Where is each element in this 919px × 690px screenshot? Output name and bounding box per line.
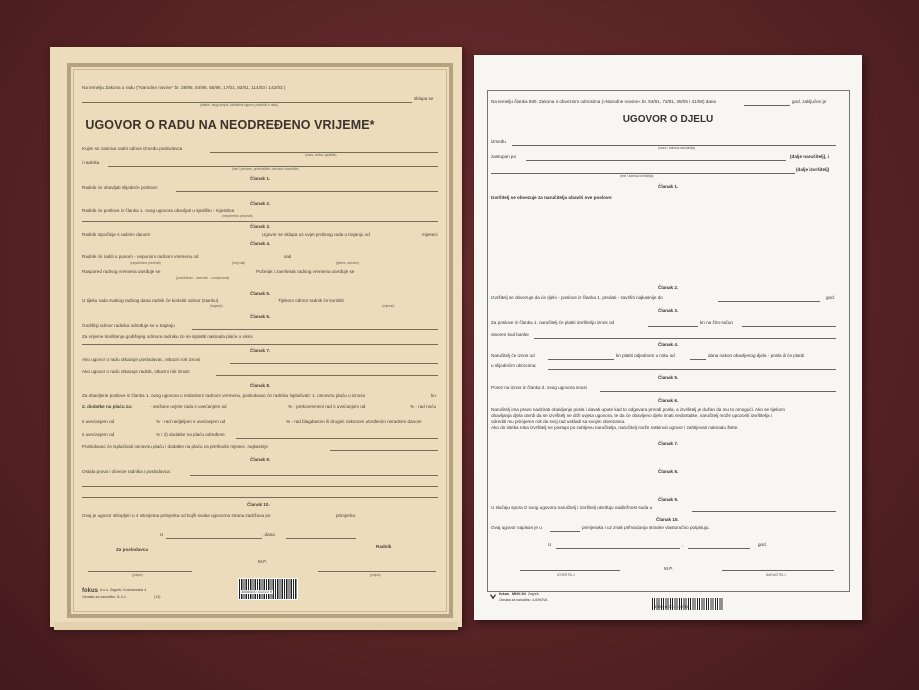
left-c7: Članak 7. — [250, 348, 271, 353]
right-zastupan: zastupan po — [491, 154, 517, 159]
left-worker-sign: Radnik — [376, 544, 392, 549]
left-c5-hint2: (vrijeme) — [382, 304, 395, 308]
photo-scene: Na temelju Zakona o radu ("Narodne novine" br. 38/95, 54/95, 65/95, 17/01, 82/01, 114/03 i 142/03 ) sklapa se (datum, drugi propis, kolektivni ugovor, pravilnik o radu) UGOVOR O RADU NA NEODREĐENO VRIJEME* Kojim se zasniva radni odnos između poslodavca (naziv, tvrtka, sjedište) i radnika (ime i prezime, prebivalište, odnosno boravište) Članak 1. Radnik će obavljati slijedeće poslove: Članak 2. Radnik će poslove iz članka 1. ovog ugovora obavljati u sjedištu - mjestima (nepotrebno precrtati) Članak 3. Radnik otpočinje s radnim danom Ugovor se sklapa uz uvjet probnog rada u trajanju od mjeseci Članak 4. Radnik će raditi u punom - nepunom radnom vremenu od sati (nepotrebno precrtati) (broj sati) (tjedno, dnevno) Raspored radnog vremena utvrđuje se Početak i završetak radnog vremena utvrđuje se (pravilnikom - dnevnim - u smjenama) Članak 5. U tijeku rada svakog radnog dana radnik će koristiti odmor (stanku) Tijekom odmor radnik će koristiti (trajanje) (vrijeme) Članak 6. Godišnji odmor radnika određuje se u trajanju Za vrijeme korištenja godišnjeg odmora radniku će se isplatiti naknada plaće u visini Članak 7. Ako ugovor o radu otkazuje poslodavac, otkazni rok iznosi Ako ugovor o radu otkazuje radnik, otkazni rok iznosi Članak 8. Za obavljene poslove iz članka 1. ovog ugovora u redovitom radnom vremenu, poslodavac će radniku isplaćivati: 1. osnovnu plaću u iznosu kn. 2. dodatke na plaću za: - otežane uvjete rada s uvećanjem od % - prekovremeni rad s uvećanjem od % - rad noću s uvećanjem od % - rad nedjeljom s uvećanjem od % - rad blagdanom ili drugim zakonom utvrđenim neradnim danom s uvećanjem od % i 3) dodatke na plaću određene Poslodavac će isplaćivati osnovnu plaću i dodatke na plaću za prethodni mjesec, najkasnije Članak 9. Ostala prava i obveze radnika i poslodavca: Članak 10. Ovaj je ugovor sklopljen u 4 istovjetna primjerka od kojih svaka ugovorna strana zadržava po primjerka. U , dana Za poslodavca Radnik M.P. (potpis) (potpis) fokus d.o.o. Zagreb, Kolodvorska 4 Oznaka za narudžbu: B-4-1 (13) 3856000 41022 9 Na temelju članka 590. Zakona o obveznim odnosima (»Narodne novine« br. 53/91, 73/91, 35/05 i 41/08) dana god. zaključen je UGOVOR O DJELU između (naziv i adresa naručitelja) zastupan po (dalje naručitelj), i (dalje izvršitelj) (ime i adresa izvršitelja) Članak 1. Izvršitelj se obvezuje za naručitelja obaviti ove poslove: Članak 2. Izvršitelj se obvezuje da će djelo - poslove iz članka 1. predati - završiti najkasnije do god. Članak 3. Za poslove iz članka 1. naručitelj će platiti izvršitelju iznos od kn na žiro-račun otvoren kod banke Članak 4. Naručitelj će iznos od kn platiti odjednom u roku od dana nakon obavljenog djela - posla ili će platiti u slijedećim obrocima: Članak 5. Porez na iznos iz članka 3. ovog ugovora snosi Članak 6. Naručitelj ima pravo nadzirati obavljanje posla i davati upute kad to odgovara prirodi posla, a izvršitelj je dužan da mu to omogući. Ako se tijekom obavljanja djela utvrdi da se izvršitelj ne drži uvjeta ugovora, te da će obavljeno djelo imati nedostatke, naručitelj može upozoriti izvršitelja i odrediti mu primjeren rok da svoj rad uskladi sa svojim obvezama. Ako do isteka roka izvršitelj ne postupi po zahtjevu naručitelja, naručitelj može raskinuti ugovor i zahtijevati naknadu štete. Članak 7. Članak 8. Članak 9. U slučaju spora iz ovog ugovora naručitelj i izvršitelj utvrđuju nadležnost suda u Članak 10. Ovaj ugovor napisan je u primjeraka i uz znak prihvaćanja stranke vlastoručno potpisuju. U , god. M.P. IZVRŠITELJ NARUČITELJ fokus MNV-94 Zagreb Oznaka za narudžbu: 4-6/NOVA 3856000410716 — [0, 0, 919, 690]
left-c8-text-b: 2. dodatke na plaću za: — [82, 404, 133, 409]
left-c3: Članak 3. — [250, 224, 271, 229]
right-c1-text: Izvršitelj se obvezuje za naručitelja obaviti ove poslove: — [491, 195, 613, 200]
left-c6-text-b: Za vrijeme korištenja godišnjeg odmora radniku će se isplatiti naknada plaće u visini — [82, 334, 253, 339]
left-c1: Članak 1. — [250, 176, 271, 181]
left-intro-hint: (datum, drugi propis, kolektivni ugovor, pravilnik o radu) — [200, 103, 279, 107]
right-izmedu-hint: (naziv i adresa naručitelja) — [658, 146, 696, 150]
left-and-worker: i radnika — [82, 160, 100, 165]
left-publisher-line2: Oznaka za narudžbu: B-4-1 — [82, 595, 126, 599]
left-c4-text-a: Radnik će raditi u punom - nepunom radnom vremenu od — [82, 254, 199, 259]
left-c10-text2: primjerka. — [336, 513, 357, 518]
left-worker-hint: (ime i prezime, prebivalište, odnosno boravište) — [232, 167, 299, 171]
left-place-u: U — [160, 532, 164, 537]
left-c8-text-c3: % - rad blagdanom ili drugim zakonom utvrđenim neradnim danom — [286, 419, 422, 424]
right-c6-text-c: odrediti mu primjeren rok da svoj rad uskladi sa svojim obvezama. — [491, 419, 626, 424]
right-c6-text-d: Ako do isteka roka izvršitelj ne postupi po zahtjevu naručitelja, naručitelj može raskinuti ugovor i zahtijevati naknadu štete. — [491, 425, 739, 430]
right-title: UGOVOR O DJELU — [622, 114, 714, 125]
left-c8-text-c: s uvećanjem od — [82, 419, 115, 424]
left-c10-text: Ovaj je ugovor sklopljen u 4 istovjetna primjerka od kojih svaka ugovorna strana zadržava po — [82, 513, 271, 518]
left-c4-hint2: (broj sati) — [232, 261, 246, 265]
left-c4-hint3: (tjedno, dnevno) — [336, 261, 360, 265]
right-sig-izvrsitelj: IZVRŠITELJ — [557, 573, 575, 577]
left-c2: Članak 2. — [250, 201, 271, 206]
right-barcode-number: 3856000410716 — [654, 604, 690, 609]
left-c7-text-b: Ako ugovor o radu otkazuje radnik, otkazni rok iznosi — [82, 369, 190, 374]
left-c4-text-b: Raspored radnog vremena utvrđuje se — [82, 269, 161, 274]
left-c6-text-a: Godišnji odmor radnika određuje se u trajanju — [82, 323, 175, 328]
right-c5-text: Porez na iznos iz članka 3. ovog ugovora snosi — [491, 385, 587, 390]
right-c2-end: god. — [826, 295, 835, 300]
left-c8-text-e: Poslodavac će isplaćivati osnovnu plaću i dodatke na plaću za prethodni mjesec, najkasnije — [82, 444, 268, 449]
left-c9-text: Ostala prava i obveze radnika i poslodavca: — [82, 469, 171, 474]
right-publisher-code: MNV-94 — [512, 592, 526, 596]
left-publisher-code: (13) — [154, 595, 161, 599]
right-c2: Članak 2. — [658, 285, 679, 290]
right-c10: Članak 10. — [656, 517, 679, 522]
left-barcode-number: 3856000 41022 9 — [241, 589, 273, 594]
right-c4-text: Naručitelj će iznos od — [491, 353, 535, 358]
left-c8-text-b3: % - prekovremeni rad s uvećanjem od — [288, 404, 366, 409]
right-place-god: god. — [758, 542, 767, 547]
left-sig-hint-1: (potpis) — [132, 573, 143, 577]
left-c7-text-a: Ako ugovor o radu otkazuje poslodavac, otkazni rok iznosi — [82, 357, 201, 362]
right-publisher: fokus — [499, 592, 510, 596]
left-publisher: fokus — [82, 588, 99, 594]
left-place-dana: , dana — [262, 532, 275, 537]
left-c3-text-a: Radnik otpočinje s radnim danom — [82, 232, 151, 237]
left-c4: Članak 4. — [250, 241, 271, 246]
left-c8-text-c2: % - rad nedjeljom s uvećanjem od — [156, 419, 226, 424]
right-c4: Članak 4. — [658, 342, 679, 347]
left-c9: Članak 9. — [250, 457, 271, 462]
right-c6-text-a: Naručitelj ima pravo nadzirati obavljanje posla i davati upute kad to odgovara prirodi posla, a izvršitelj je dužan da mu to omogući. Ako se tijekom — [491, 407, 785, 412]
right-c4-text4: u slijedećim obrocima: — [491, 363, 537, 368]
left-c4-hint: (nepotrebno precrtati) — [130, 261, 161, 265]
right-c4-text3: dana nakon obavljenog djela - posla ili će platiti — [708, 353, 805, 358]
right-intro-end: god. zaključen je — [792, 99, 827, 104]
left-intro: Na temelju Zakona o radu ("Narodne novine" br. 38/95, 54/95, 65/95, 17/01, 82/01, 114/03 i 142/03 ) — [82, 85, 286, 90]
left-c8: Članak 8. — [250, 383, 271, 388]
left-intro-end: sklapa se — [414, 96, 434, 101]
right-izvrsitelj: (dalje izvršitelj) — [796, 167, 830, 172]
left-c3-text-c: mjeseci — [422, 232, 438, 237]
right-c3: Članak 3. — [658, 308, 679, 313]
left-between: Kojim se zasniva radni odnos između poslodavca — [82, 146, 183, 151]
left-between-hint: (naziv, tvrtka, sjedište) — [305, 153, 337, 157]
right-c10-text2: primjeraka i uz znak prihvaćanja stranke vlastoručno potpisuju. — [582, 525, 710, 530]
left-c8-text-a: Za obavljene poslove iz članka 1. ovog ugovora u redovitom radnom vremenu, poslodavac će radniku isplaćivati: 1. osnovnu plaću u iznosu — [82, 393, 366, 398]
left-c8-text-d2: % i 3) dodatke na plaću određene — [156, 432, 225, 437]
right-c8: Članak 8. — [658, 469, 679, 474]
left-c6: Članak 6. — [250, 314, 271, 319]
right-c3-text3: otvoren kod banke — [491, 332, 529, 337]
right-c7: Članak 7. — [658, 441, 679, 446]
right-c10-text: Ovaj ugovor napisan je u — [491, 525, 542, 530]
left-c10: Članak 10. — [247, 502, 270, 507]
left-c8-text-a2: kn. — [431, 393, 438, 398]
right-intro: Na temelju članka 590. Zakona o obveznim odnosima (»Narodne novine« br. 53/91, 73/91, 35/05 i 41/08) dana — [491, 99, 716, 104]
left-employer: Za poslodavca — [116, 547, 148, 552]
right-sig-narucitelj: NARUČITELJ — [766, 573, 786, 577]
left-c1-text: Radnik će obavljati slijedeće poslove: — [82, 185, 159, 190]
right-c9: Članak 9. — [658, 497, 679, 502]
left-sig-hint-2: (potpis) — [370, 573, 381, 577]
left-c5-text2: Tijekom odmor radnik će koristiti — [278, 298, 344, 303]
right-c9-text: U slučaju spora iz ovog ugovora naručitelj i izvršitelj utvrđuju nadležnost suda u — [491, 505, 653, 510]
left-c5-text: U tijeku rada svakog radnog dana radnik će koristiti odmor (stanku) — [82, 298, 219, 303]
right-c2-text: Izvršitelj se obvezuje da će djelo - poslove iz članka 1. predati - završiti najkasnije do — [491, 295, 663, 300]
left-c4-hint4: (pravilnikom - dnevnim - u smjenama) — [176, 276, 230, 280]
right-publisher-sub: Zagreb — [528, 592, 539, 596]
right-c3-text2: kn na žiro-račun — [700, 320, 733, 325]
left-c4-text-a2: sati — [284, 254, 292, 259]
left-mp: M.P. — [258, 559, 267, 564]
left-c3-text-b: Ugovor se sklapa uz uvjet probnog rada u trajanju od — [262, 232, 370, 237]
left-c2-text: Radnik će poslove iz članka 1. ovog ugovora obavljati u sjedištu - mjestima — [82, 208, 235, 213]
right-c3-text: Za poslove iz članka 1. naručitelj će platiti izvršitelju iznos od — [491, 320, 615, 325]
left-c5: Članak 5. — [250, 291, 271, 296]
right-izvr-hint: (ime i adresa izvršitelja) — [620, 174, 654, 178]
left-c8-text-b2: - otežane uvjete rada s uvećanjem od — [150, 404, 227, 409]
right-mp: M.P. — [664, 566, 673, 571]
right-c5: Članak 5. — [658, 375, 679, 380]
left-c2-hint: (nepotrebno precrtati) — [222, 214, 253, 218]
right-publisher-line2: Oznaka za narudžbu: 4-6/NOVA — [499, 598, 548, 602]
publisher-logo-icon — [489, 593, 497, 601]
right-c6-text-b: obavljanja djela utvrdi da se izvršitelj ne drži uvjeta ugovora, te da će obavljeno djelo imati nedostatke, naručitelj može upozoriti izvršitelja i — [491, 413, 772, 418]
right-narucitelj: (dalje naručitelj), i — [790, 154, 830, 159]
left-c4-text-b2: Početak i završetak radnog vremena utvrđuje se — [256, 269, 355, 274]
right-c6: Članak 6. — [658, 398, 679, 403]
left-c5-hint: (trajanje) — [210, 304, 223, 308]
right-c4-text2: kn platiti odjednom u roku od — [616, 353, 675, 358]
right-place-u: U — [548, 542, 552, 547]
left-c8-text-b4: % - rad noću — [410, 404, 437, 409]
left-publisher-sub: d.o.o. Zagreb, Kolodvorska 4 — [100, 588, 147, 592]
left-c8-text-d: s uvećanjem od — [82, 432, 115, 437]
right-c1: Članak 1. — [658, 184, 679, 189]
right-izmedu: između — [491, 139, 506, 144]
left-title: UGOVOR O RADU NA NEODREĐENO VRIJEME* — [85, 118, 375, 132]
